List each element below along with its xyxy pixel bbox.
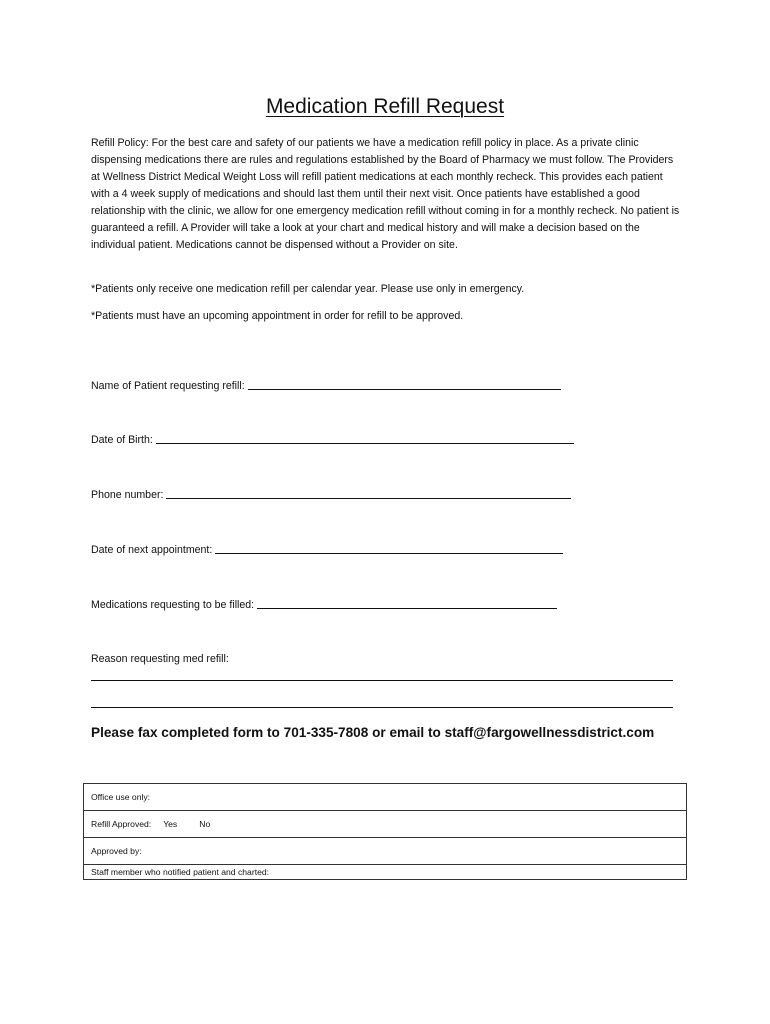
phone-label: Phone number: <box>91 489 164 501</box>
office-use-table <box>83 783 687 880</box>
fax-instruction: Please fax completed form to 701-335-7808 or email to staff@fargowellnessdistrict.com <box>91 725 655 740</box>
page-title: Medication Refill Request <box>265 95 505 118</box>
next-appointment-label: Date of next appointment: <box>91 544 213 556</box>
phone-field[interactable] <box>91 486 571 504</box>
note-upcoming-appointment: *Patients must have an upcoming appointment in order for refill to be approved. <box>91 310 464 322</box>
note-one-refill-per-year: *Patients only receive one medication refill per calendar year. Please use only in emergency. <box>91 283 525 295</box>
phone-line[interactable] <box>166 487 571 499</box>
next-appointment-field[interactable] <box>91 541 563 559</box>
staff-member-row <box>84 865 687 880</box>
patient-name-label: Name of Patient requesting refill: <box>91 380 245 392</box>
medications-label: Medications requesting to be filled: <box>91 599 255 611</box>
office-use-header: Office use only: <box>84 784 687 811</box>
patient-name-field[interactable] <box>91 377 561 395</box>
reason-line-1[interactable] <box>91 680 673 681</box>
approved-by-row <box>84 838 687 865</box>
refill-approved-label: Refill Approved: <box>91 819 152 829</box>
next-appointment-line[interactable] <box>215 542 563 554</box>
medications-line[interactable] <box>257 597 557 609</box>
refill-approved-row <box>84 811 687 838</box>
approved-by-cell[interactable]: Approved by: <box>84 838 687 865</box>
no-option[interactable]: No <box>199 819 211 829</box>
medications-field[interactable] <box>91 596 557 614</box>
reason-label: Reason requesting med refill: <box>91 653 229 665</box>
office-use-row <box>84 784 687 811</box>
dob-field[interactable] <box>91 431 574 449</box>
reason-line-2[interactable] <box>91 707 673 708</box>
staff-member-cell[interactable]: Staff member who notified patient and charted: <box>84 865 687 880</box>
refill-policy-text: Refill Policy: For the best care and safety of our patients we have a medication refill policy in place. As a private clinic dispensing medications there are rules and regulations established by the Board of Pharmacy we must follow. The Providers at Wellness District Medical Weight Loss will refill patient medications at each monthly recheck. This provides each patient with a 4 week supply of medications and should last them until their next visit. Once patients have established a good relationship with the clinic, we allow for one emergency medication refill without coming in for a monthly recheck. No patient is guaranteed a refill. A Provider will take a look at your chart and medical history and will make a decision based on the individual patient. Medications cannot be dispensed without a Provider on site. <box>91 137 680 251</box>
yes-option[interactable]: Yes <box>163 819 178 829</box>
dob-label: Date of Birth: <box>91 434 153 446</box>
patient-name-line[interactable] <box>248 378 561 390</box>
dob-line[interactable] <box>156 432 574 444</box>
refill-approved-cell <box>84 811 687 838</box>
